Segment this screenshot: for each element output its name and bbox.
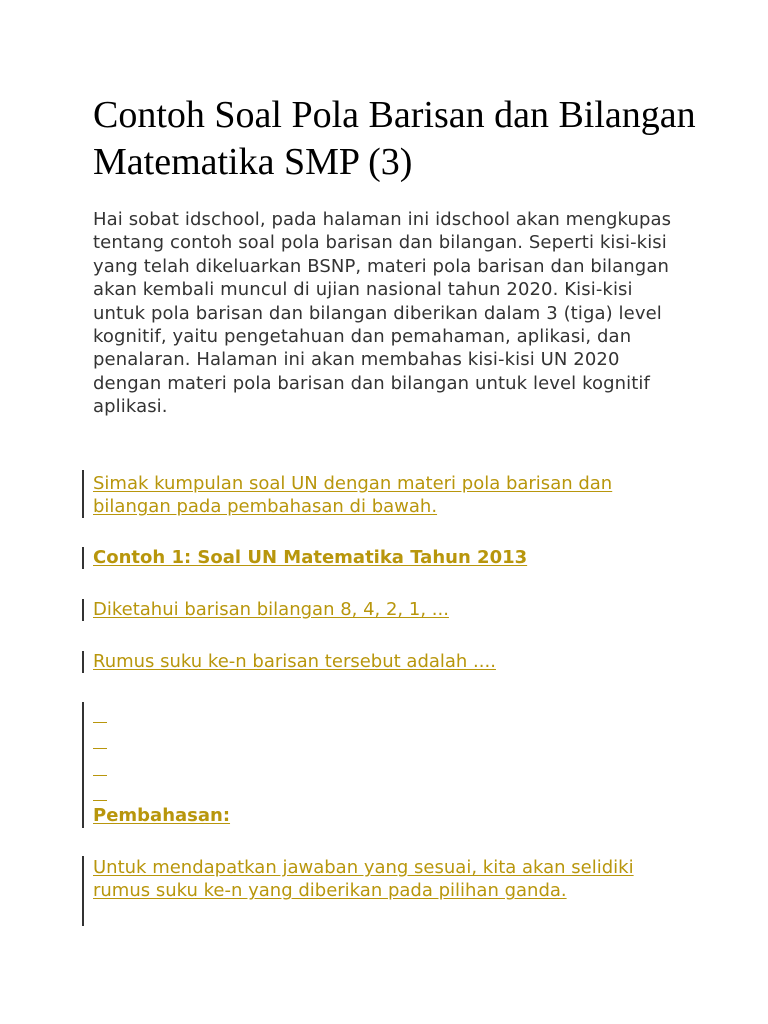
option-b-link[interactable] (93, 748, 107, 749)
pembahasan-link[interactable]: Pembahasan: (93, 805, 231, 826)
quote-bar (82, 702, 84, 828)
option-c-link[interactable] (93, 775, 107, 776)
option-a-link[interactable] (93, 722, 107, 723)
quote-bar (82, 856, 84, 926)
simak-link[interactable]: Simak kumpulan soal UN dengan materi pola barisan dan bilangan pada pembahasan di bawah. (93, 473, 613, 518)
rumus-link[interactable]: Rumus suku ke-n barisan tersebut adalah .... (93, 651, 496, 672)
quote-bar (82, 547, 84, 569)
option-d-link[interactable] (93, 800, 107, 801)
untuk-link[interactable]: Untuk mendapatkan jawaban yang sesuai, kita akan selidiki rumus suku ke-n yang diberikan pada pilihan ganda. (93, 857, 634, 902)
quote-bar (82, 599, 84, 621)
contoh-1-heading-link[interactable]: Contoh 1: Soal UN Matematika Tahun 2013 (93, 547, 528, 568)
diketahui-link[interactable]: Diketahui barisan bilangan 8, 4, 2, 1, ... (93, 599, 449, 620)
intro-paragraph: Hai sobat idschool, pada halaman ini idschool akan mengkupas tentang contoh soal pola barisan dan bilangan. Seperti kisi-kisi yang telah dikeluarkan BSNP, materi pola barisan dan bilangan akan kembali muncul di ujian nasional tahun 2020. Kisi-kisi untuk pola barisan dan bilangan diberikan dalam 3 (tiga) level kognitif, yaitu pengetahuan dan pemahaman, aplikasi, dan penalaran. Halaman ini akan membahas kisi-kisi UN 2020 dengan materi pola barisan dan bilangan untuk level kognitif aplikasi. (93, 209, 672, 418)
quote-bar (82, 470, 84, 518)
page-title: Contoh Soal Pola Barisan dan Bilangan Matematika SMP (3) (93, 94, 696, 183)
quote-bar (82, 651, 84, 673)
